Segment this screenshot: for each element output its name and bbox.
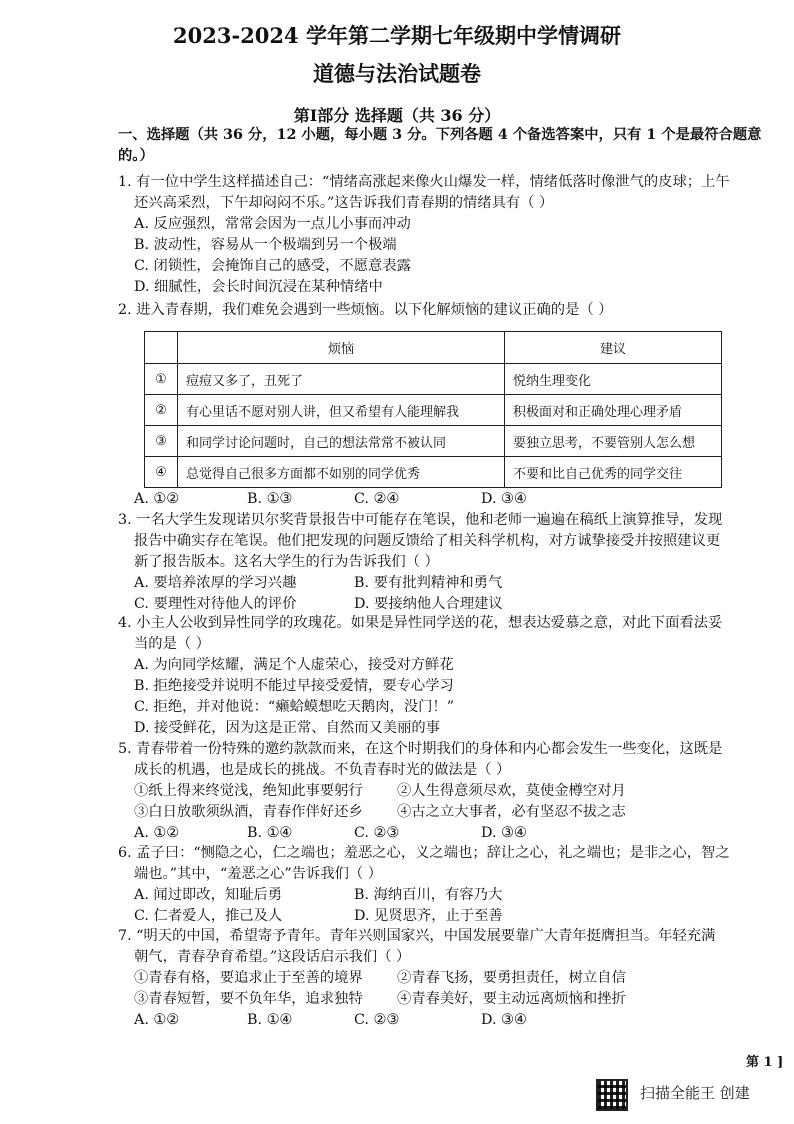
q6-stem-line-1: 6. 孟子曰：“恻隐之心，仁之端也；羞恶之心，义之端也；辞让之心，礼之端也；是非之心，智之 [118,845,730,861]
q5-choice-3: ③白日放歌须纵酒，青春作伴好还乡 [134,804,363,820]
q7-option-a: A. ①② [134,1012,180,1028]
exam-title: 2023-2024 学年第二学期七年级期中学情调研 [173,23,621,48]
q7-choice-2: ②青春飞扬，要勇担责任，树立自信 [397,970,626,986]
scanner-watermark: 扫描全能王 创建 [640,1084,750,1102]
q5-choice-4: ④古之立大事者，必有坚忍不拔之志 [397,804,626,820]
q7-option-b: B. ①④ [247,1012,293,1028]
q3-option-b: B. 要有批判精神和勇气 [354,575,503,591]
q1-stem-line-1: 1. 有一位中学生这样描述自己：“情绪高涨起来像火山爆发一样，情绪低落时像泄气的皮球；上午 [118,174,730,190]
row-advice: 悦纳生理变化 [505,364,722,395]
row-trouble: 有心里话不愿对别人讲，但又希望有人能理解我 [178,395,505,426]
q4-option-b: B. 拒绝接受并说明不能过早接受爱情，要专心学习 [134,678,454,694]
row-number: ④ [145,457,178,488]
q2-stem: 2. 进入青春期，我们难免会遇到一些烦恼。以下化解烦恼的建议正确的是（ ） [118,302,613,318]
q1-option-d: D. 细腻性，会长时间沉浸在某种情绪中 [134,279,383,295]
row-number: ② [145,395,178,426]
row-trouble: 和同学讨论问题时，自己的想法常常不被认同 [178,426,505,457]
q7-option-d: D. ③④ [481,1012,527,1028]
q7-option-c: C. ②③ [354,1012,400,1028]
instructions-line-2: 的。） [118,148,154,164]
q5-option-b: B. ①④ [247,825,293,841]
instructions-line-1: 一、选择题（共 36 分，12 小题，每小题 3 分。下列各题 4 个备选答案中，只有 1 个是最符合题意 [118,127,762,143]
q4-stem-line-1: 4. 小主人公收到异性同学的玫瑰花。如果是异性同学送的花，想表达爱慕之意，对此下面看法妥 [118,615,723,631]
q6-option-a: A. 闻过即改，知耻后勇 [134,887,283,903]
q3-stem-line-3: 新了报告版本。这名大学生的行为告诉我们（ ） [134,554,439,570]
q7-choice-1: ①青春有格，要追求止于至善的境界 [134,970,363,986]
q3-option-a: A. 要培养浓厚的学习兴趣 [134,575,297,591]
q6-option-c: C. 仁者爱人，推己及人 [134,908,283,924]
q2-table-header-num [145,332,178,364]
q1-option-b: B. 波动性，容易从一个极端到另一个极端 [134,237,397,253]
q2-option-a: A. ①② [134,491,180,507]
row-number: ① [145,364,178,395]
q5-option-d: D. ③④ [481,825,527,841]
q7-stem-line-1: 7. “明天的中国，希望寄予青年。青年兴则国家兴，中国发展要靠广大青年挺膺担当。年轻充满 [118,928,716,944]
q1-option-a: A. 反应强烈，常常会因为一点儿小事而冲动 [134,216,411,232]
q4-option-d: D. 接受鲜花，因为这是正常、自然而又美丽的事 [134,720,440,736]
q2-option-b: B. ①③ [247,491,293,507]
row-trouble: 痘痘又多了，丑死了 [178,364,505,395]
table-row [145,364,722,395]
part-heading: 第Ⅰ部分 选择题（共 36 分） [293,106,501,125]
table-row [145,457,722,488]
row-advice: 不要和比自己优秀的同学交往 [505,457,722,488]
page-number: 第 1 ] [746,1055,784,1070]
q5-choice-1: ①纸上得来终觉浅，绝知此事要躬行 [134,783,363,799]
q4-option-c: C. 拒绝，并对他说：“癞蛤蟆想吃天鹅肉，没门！” [134,699,455,715]
q5-stem-line-1: 5. 青春带着一份特殊的邀约款款而来，在这个时期我们的身体和内心都会发生一些变化，这既是 [118,741,723,757]
q7-stem-line-2: 朝气，青春孕育希望。”这段话启示我们（ ） [134,949,411,965]
row-advice: 积极面对和正确处理心理矛盾 [505,395,722,426]
q1-stem-line-2: 还兴高采烈，下午却闷闷不乐。”这告诉我们青春期的情绪具有（ ） [134,195,554,211]
q2-table-header-advice: 建议 [505,332,722,364]
table-row [145,395,722,426]
q2-table-header-trouble: 烦恼 [178,332,505,364]
q6-stem-line-2: 端也。”其中，“羞恶之心”告诉我们（ ） [134,866,383,882]
q1-option-c: C. 闭锁性，会掩饰自己的感受，不愿意表露 [134,258,411,274]
row-number: ③ [145,426,178,457]
q6-option-b: B. 海纳百川，有容乃大 [354,887,503,903]
q5-stem-line-2: 成长的机遇，也是成长的挑战。不负青春时光的做法是（ ） [134,762,511,778]
q3-stem-line-1: 3. 一名大学生发现诺贝尔奖背景报告中可能存在笔误，他和老师一遍遍在稿纸上演算推导，发现 [118,512,723,528]
q6-option-d: D. 见贤思齐，止于至善 [354,908,503,924]
q2-option-d: D. ③④ [481,491,527,507]
qr-code-icon [596,1079,628,1111]
q5-option-a: A. ①② [134,825,180,841]
exam-subject: 道德与法治试题卷 [313,61,481,86]
q3-stem-line-2: 报告中确实存在笔误。他们把发现的问题反馈给了相关科学机构，对方诚挚接受并按照建议更 [134,533,721,549]
row-advice: 要独立思考，不要管别人怎么想 [505,426,722,457]
q3-option-c: C. 要理性对待他人的评价 [134,596,297,612]
table-row [145,426,722,457]
row-trouble: 总觉得自己很多方面都不如别的同学优秀 [178,457,505,488]
q7-choice-4: ④青春美好，要主动远离烦恼和挫折 [397,991,626,1007]
q2-option-c: C. ②④ [354,491,400,507]
q2-table [144,331,722,488]
q4-stem-line-2: 当的是（ ） [134,636,211,652]
q5-option-c: C. ②③ [354,825,400,841]
q4-option-a: A. 为向同学炫耀，满足个人虚荣心，接受对方鲜花 [134,657,454,673]
q7-choice-3: ③青春短暂，要不负年华，追求独特 [134,991,363,1007]
q3-option-d: D. 要接纳他人合理建议 [354,596,503,612]
q5-choice-2: ②人生得意须尽欢，莫使金樽空对月 [397,783,626,799]
